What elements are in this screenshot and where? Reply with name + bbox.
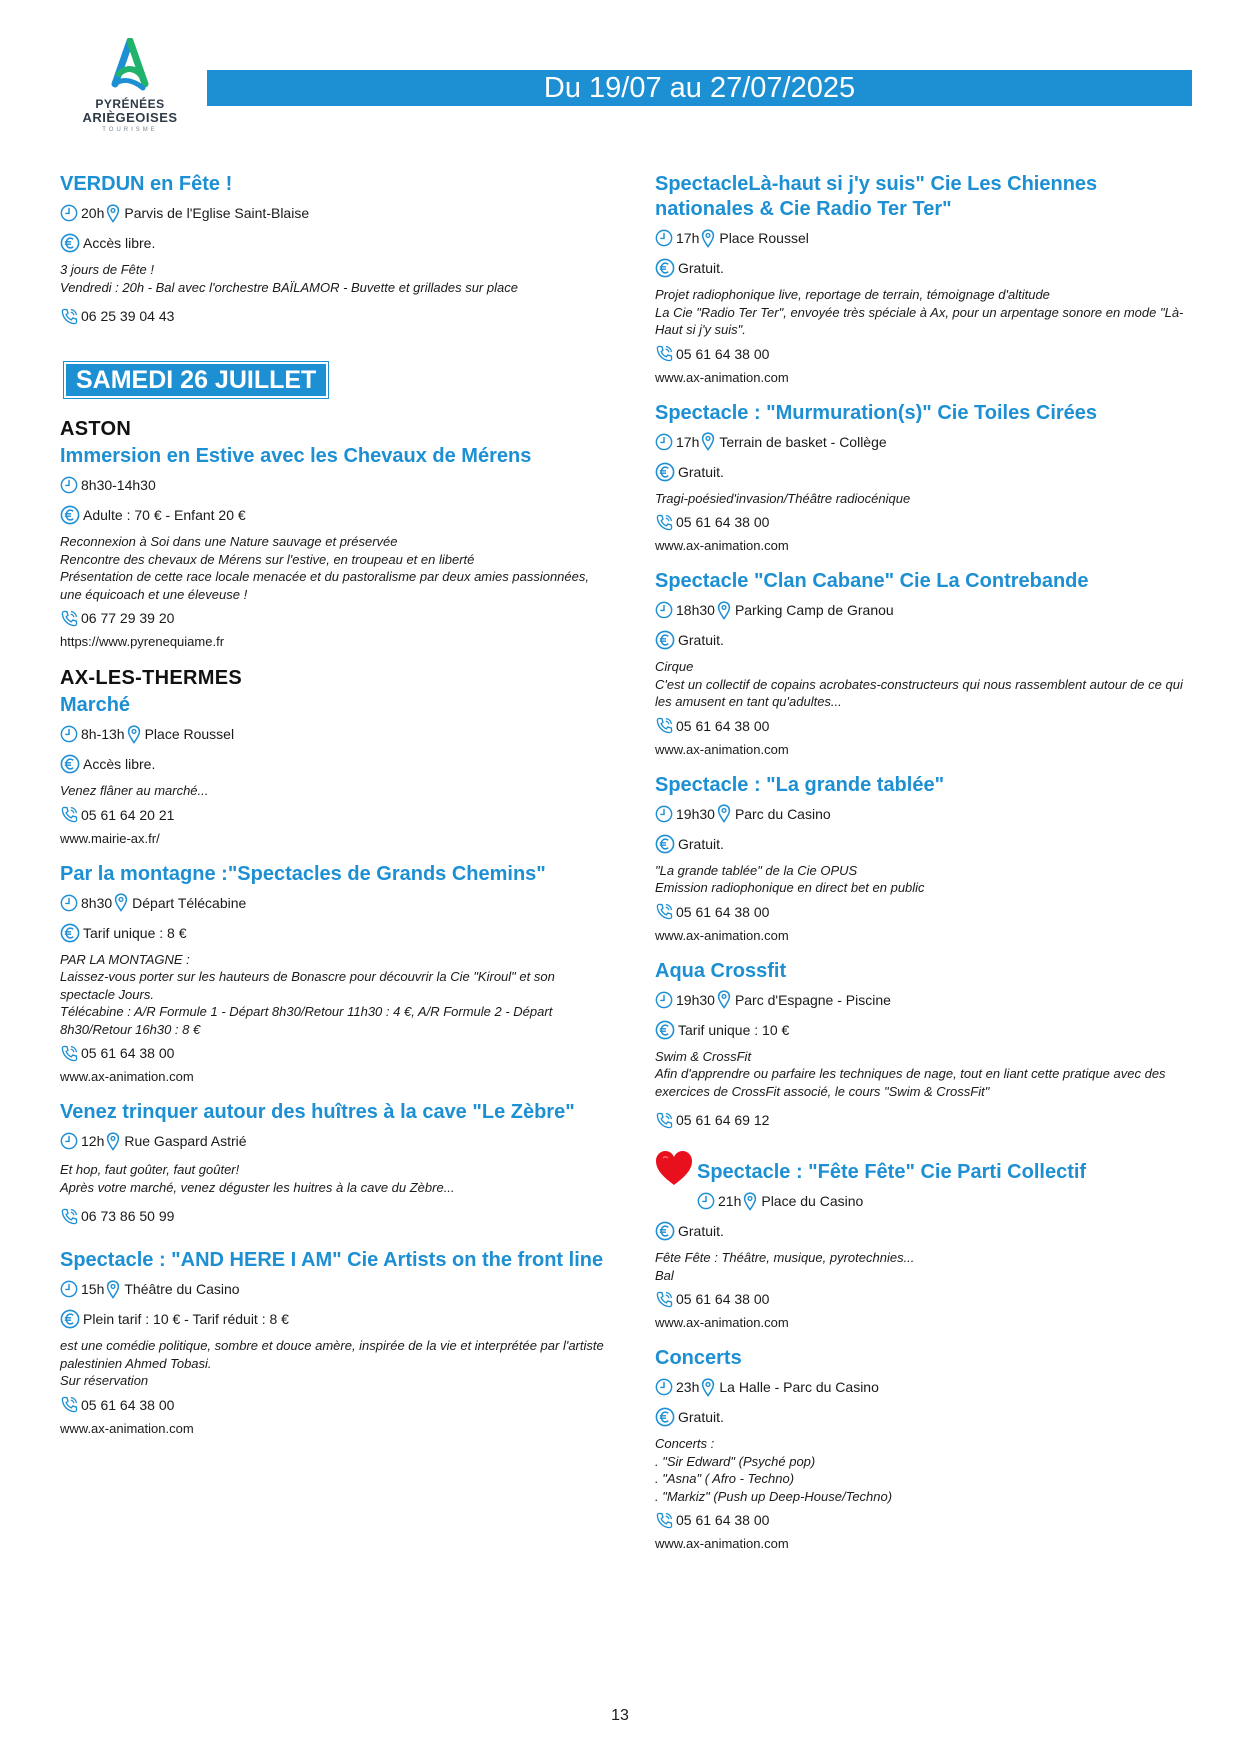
phone-icon bbox=[655, 716, 674, 735]
event-price-text: Tarif unique : 10 € bbox=[678, 1021, 790, 1038]
clock-icon bbox=[60, 204, 78, 222]
location-pin-icon bbox=[127, 725, 141, 744]
event-meta bbox=[60, 724, 605, 744]
desc-line: Après votre marché, venez déguster les huitres à la cave du Zèbre... bbox=[60, 1179, 455, 1195]
event-description bbox=[655, 1249, 1195, 1284]
heart-icon bbox=[653, 1148, 695, 1188]
desc-line: Concerts : bbox=[655, 1436, 715, 1451]
event-meta bbox=[655, 804, 1195, 824]
phone-number[interactable]: 05 61 64 38 00 bbox=[676, 1512, 770, 1528]
event-place: Parc d'Espagne - Piscine bbox=[734, 991, 891, 1008]
clock-icon bbox=[655, 1378, 673, 1396]
event-phone bbox=[655, 344, 1195, 364]
event-time: 19h30 bbox=[676, 991, 715, 1008]
event-aqua-crossfit bbox=[655, 959, 1195, 1131]
event-immersion bbox=[60, 444, 605, 651]
event-price bbox=[655, 834, 1195, 854]
clock-icon bbox=[60, 894, 78, 912]
event-price bbox=[60, 754, 605, 774]
event-price bbox=[655, 462, 1195, 482]
clock-icon bbox=[60, 476, 78, 494]
event-meta bbox=[60, 475, 605, 495]
event-fete-fete bbox=[655, 1148, 1195, 1332]
desc-line: Vendredi : 20h - Bal avec l'orchestre BAÏLAMOR - Buvette et grillades sur place bbox=[60, 279, 518, 295]
phone-number[interactable]: 06 73 86 50 99 bbox=[81, 1208, 175, 1224]
event-meta bbox=[60, 1279, 605, 1299]
location-pin-icon bbox=[106, 1132, 120, 1151]
desc-line: Laissez-vous porter sur les hauteurs de Bonascre pour découvrir la Cie "Kiroul" et son spectacle Jours. bbox=[60, 969, 555, 1002]
desc-line: . "Markiz" (Push up Deep-House/Techno) bbox=[655, 1488, 893, 1504]
location-pin-icon bbox=[114, 893, 128, 912]
event-website[interactable]: www.ax-animation.com bbox=[655, 1315, 789, 1330]
event-place: Théâtre du Casino bbox=[124, 1281, 240, 1297]
event-phone bbox=[60, 608, 605, 628]
event-description bbox=[655, 862, 1195, 897]
desc-line: Sur réservation bbox=[60, 1373, 149, 1388]
event-phone bbox=[60, 1395, 605, 1415]
event-title: VERDUN en Fête ! bbox=[60, 173, 233, 195]
event-price-text: Gratuit. bbox=[678, 835, 724, 852]
phone-number[interactable]: 05 61 64 20 21 bbox=[81, 806, 175, 823]
phone-icon bbox=[655, 902, 674, 921]
day-banner: SAMEDI 26 JUILLET bbox=[64, 362, 328, 398]
phone-icon bbox=[60, 805, 79, 824]
event-place: Parvis de l'Eglise Saint-Blaise bbox=[124, 205, 310, 221]
event-concerts bbox=[655, 1346, 1195, 1553]
event-murmuration bbox=[655, 401, 1195, 556]
euro-icon bbox=[655, 834, 675, 854]
logo-line-1: PYRÉNÉES bbox=[95, 97, 165, 111]
event-title: Spectacle : "Fête Fête" Cie Parti Collectif bbox=[697, 1161, 1087, 1183]
event-meta bbox=[697, 1191, 1195, 1211]
event-price bbox=[60, 1309, 605, 1329]
clock-icon bbox=[655, 805, 673, 823]
event-phone bbox=[655, 1510, 1195, 1530]
event-title: Spectacle "Clan Cabane" Cie La Contrebande bbox=[655, 570, 1089, 592]
clock-icon bbox=[60, 725, 78, 743]
event-time: 20h bbox=[81, 205, 105, 221]
event-meta bbox=[655, 990, 1195, 1010]
page-number: 13 bbox=[611, 1707, 629, 1724]
event-price bbox=[60, 233, 605, 253]
event-price-text: Accès libre. bbox=[83, 235, 156, 251]
location-pin-icon bbox=[106, 204, 120, 223]
location-pin-icon bbox=[717, 990, 731, 1009]
event-price bbox=[655, 1407, 1195, 1427]
desc-line: PAR LA MONTAGNE : bbox=[60, 951, 190, 967]
event-price-text: Plein tarif : 10 € - Tarif réduit : 8 € bbox=[83, 1311, 289, 1327]
phone-number[interactable]: 06 77 29 39 20 bbox=[81, 610, 175, 626]
event-huitres bbox=[60, 1100, 605, 1226]
desc-line: Fête Fête : Théâtre, musique, pyrotechnies... bbox=[655, 1250, 915, 1265]
euro-icon bbox=[655, 1020, 675, 1040]
phone-number[interactable]: 05 61 64 38 00 bbox=[81, 1396, 175, 1413]
desc-line: C'est un collectif de copains acrobates-constructeurs qui nous rassemblent autour de ce qui les amusent en tant qu'adultes... bbox=[655, 676, 1183, 709]
event-phone bbox=[655, 1289, 1195, 1309]
event-verdun bbox=[60, 172, 605, 326]
desc-line: Présentation de cette race locale menacée et du pastoralisme par deux amies passionnées, une équicoach et une éleveuse ! bbox=[60, 569, 589, 602]
phone-number[interactable]: 05 61 64 38 00 bbox=[81, 1045, 175, 1061]
desc-line: Emission radiophonique en direct bet en public bbox=[655, 880, 925, 895]
location-pin-icon bbox=[106, 1280, 120, 1299]
location-pin-icon bbox=[701, 1378, 715, 1397]
event-place: Parking Camp de Granou bbox=[734, 602, 894, 618]
desc-line: Cirque bbox=[655, 659, 694, 674]
desc-line: "La grande tablée" de la Cie OPUS bbox=[655, 862, 858, 878]
phone-icon bbox=[60, 1044, 79, 1063]
desc-line: Rencontre des chevaux de Mérens sur l'estive, en troupeau et en liberté bbox=[60, 551, 475, 567]
brand-logo bbox=[70, 38, 190, 135]
event-price-text: Adulte : 70 € - Enfant 20 € bbox=[83, 507, 246, 523]
event-title: SpectacleLà-haut si j'y suis" Cie Les Chiennes nationales & Cie Radio Ter Ter" bbox=[655, 173, 1098, 220]
phone-icon bbox=[655, 344, 674, 363]
event-place: Terrain de basket - Collège bbox=[719, 433, 887, 450]
phone-icon bbox=[60, 1207, 79, 1226]
event-title: Marché bbox=[60, 694, 131, 716]
phone-number[interactable]: 05 61 64 38 00 bbox=[676, 903, 770, 920]
event-website[interactable]: www.ax-animation.com bbox=[655, 369, 789, 385]
event-place: Rue Gaspard Astrié bbox=[124, 1133, 247, 1149]
event-description bbox=[655, 286, 1195, 339]
desc-line: Tragi-poésied'invasion/Théâtre radiocénique bbox=[655, 490, 911, 506]
phone-number[interactable]: 05 61 64 38 00 bbox=[676, 717, 770, 734]
event-phone bbox=[655, 902, 1195, 922]
phone-number[interactable]: 05 61 64 38 00 bbox=[676, 345, 770, 362]
desc-line: Reconnexion à Soi dans une Nature sauvage et préservée bbox=[60, 534, 398, 549]
event-montagne bbox=[60, 862, 605, 1087]
event-description bbox=[655, 1435, 1195, 1505]
event-website[interactable]: www.mairie-ax.fr/ bbox=[60, 830, 160, 846]
logo-line-3: TOURISME bbox=[102, 127, 158, 133]
clock-icon bbox=[655, 433, 673, 451]
event-phone bbox=[655, 716, 1195, 736]
town-heading: ASTON bbox=[60, 418, 132, 440]
phone-icon bbox=[655, 1111, 674, 1130]
event-website[interactable]: www.ax-animation.com bbox=[60, 1069, 194, 1084]
event-title: Immersion en Estive avec les Chevaux de Mérens bbox=[60, 445, 532, 467]
desc-line: . "Sir Edward" (Psyché pop) bbox=[655, 1453, 816, 1469]
phone-number[interactable]: 05 61 64 38 00 bbox=[676, 514, 770, 530]
location-pin-icon bbox=[743, 1192, 757, 1211]
event-time: 8h30-14h30 bbox=[81, 477, 156, 493]
event-place: Parc du Casino bbox=[734, 805, 831, 822]
event-meta bbox=[655, 1377, 1195, 1397]
phone-number[interactable]: 05 61 64 38 00 bbox=[676, 1291, 770, 1307]
event-price-text: Gratuit. bbox=[678, 463, 724, 480]
euro-icon bbox=[60, 233, 80, 253]
event-price bbox=[655, 258, 1195, 278]
event-title: Aqua Crossfit bbox=[655, 959, 787, 982]
clock-icon bbox=[655, 229, 673, 247]
location-pin-icon bbox=[701, 229, 715, 248]
clock-icon bbox=[60, 1280, 78, 1298]
event-phone bbox=[60, 306, 605, 326]
event-place: Place Roussel bbox=[719, 230, 809, 246]
left-column bbox=[60, 172, 605, 1452]
event-time: 17h bbox=[676, 433, 700, 450]
phone-number[interactable]: 06 25 39 04 43 bbox=[81, 308, 175, 324]
desc-line: Afin d'apprendre ou parfaire les techniques de nage, tout en liant cette pratique avec des exercices de CrossFit associé, le cours "Swim & CrossFit" bbox=[655, 1066, 1166, 1099]
location-pin-icon bbox=[717, 601, 731, 620]
phone-icon bbox=[60, 1395, 79, 1414]
event-meta bbox=[60, 893, 605, 913]
euro-icon bbox=[655, 1407, 675, 1427]
event-time: 12h bbox=[81, 1133, 105, 1149]
featured-heading-body bbox=[697, 1148, 1195, 1221]
euro-icon bbox=[60, 923, 80, 943]
event-description bbox=[60, 782, 605, 800]
event-place: Place Roussel bbox=[144, 726, 235, 742]
event-meta bbox=[655, 432, 1195, 452]
event-phone bbox=[60, 805, 605, 825]
event-price-text: Gratuit. bbox=[678, 1223, 724, 1239]
event-price bbox=[655, 1020, 1195, 1040]
event-website[interactable]: www.ax-animation.com bbox=[655, 1536, 789, 1551]
clock-icon bbox=[655, 991, 673, 1009]
event-price bbox=[655, 1221, 1195, 1241]
event-title: Par la montagne :"Spectacles de Grands Chemins" bbox=[60, 862, 546, 885]
desc-line: Projet radiophonique live, reportage de terrain, témoignage d'altitude bbox=[655, 287, 1050, 302]
euro-icon bbox=[655, 462, 675, 482]
event-clan-cabane bbox=[655, 569, 1195, 759]
euro-icon bbox=[60, 505, 80, 525]
event-meta bbox=[655, 228, 1195, 248]
event-time: 15h bbox=[81, 1281, 105, 1297]
euro-icon bbox=[655, 1221, 675, 1241]
euro-icon bbox=[655, 258, 675, 278]
event-price-text: Gratuit. bbox=[678, 632, 724, 648]
event-time: 19h30 bbox=[676, 805, 715, 822]
desc-line: est une comédie politique, sombre et douce amère, inspirée de la vie et interprétée par l'artiste palestinien Ahmed Tobasi. bbox=[60, 1338, 604, 1371]
euro-icon bbox=[655, 630, 675, 650]
event-marche bbox=[60, 693, 605, 848]
location-pin-icon bbox=[717, 804, 731, 823]
event-meta bbox=[60, 203, 605, 223]
event-phone bbox=[655, 512, 1195, 532]
euro-icon bbox=[60, 754, 80, 774]
clock-icon bbox=[697, 1192, 715, 1210]
event-phone bbox=[60, 1206, 605, 1226]
town-heading: AX-LES-THERMES bbox=[60, 667, 242, 689]
event-website[interactable]: www.ax-animation.com bbox=[655, 927, 789, 943]
event-time: 21h bbox=[718, 1193, 742, 1209]
event-website[interactable]: https://www.pyrenequiame.fr bbox=[60, 634, 225, 649]
event-website[interactable]: www.ax-animation.com bbox=[60, 1420, 194, 1436]
event-time: 8h30 bbox=[81, 894, 113, 911]
event-meta bbox=[655, 600, 1195, 620]
event-title: Spectacle : "La grande tablée" bbox=[655, 773, 945, 796]
event-place: Départ Télécabine bbox=[132, 894, 247, 911]
location-pin-icon bbox=[701, 432, 715, 451]
event-place: Place du Casino bbox=[761, 1193, 864, 1209]
event-title: Concerts bbox=[655, 1347, 742, 1369]
logo-line-2: ARIÈGEOISES bbox=[82, 110, 178, 125]
phone-icon bbox=[655, 1290, 674, 1309]
event-time: 18h30 bbox=[676, 602, 715, 618]
featured-heading bbox=[655, 1148, 1195, 1221]
desc-line: . "Asna" ( Afro - Techno) bbox=[655, 1471, 795, 1486]
event-price bbox=[655, 630, 1195, 650]
event-here-i-am bbox=[60, 1248, 605, 1438]
event-title: Spectacle : "Murmuration(s)" Cie Toiles Cirées bbox=[655, 401, 1098, 424]
desc-line: Et hop, faut goûter, faut goûter! bbox=[60, 1162, 240, 1177]
event-time: 17h bbox=[676, 230, 700, 246]
desc-line: 3 jours de Fête ! bbox=[60, 262, 154, 277]
desc-line: Bal bbox=[655, 1267, 674, 1283]
phone-number[interactable]: 05 61 64 69 12 bbox=[676, 1112, 770, 1128]
event-phone bbox=[655, 1110, 1195, 1130]
event-price bbox=[60, 505, 605, 525]
event-description bbox=[60, 1161, 605, 1196]
phone-icon bbox=[60, 609, 79, 628]
event-price bbox=[60, 923, 605, 943]
euro-icon bbox=[60, 1309, 80, 1329]
event-description bbox=[655, 658, 1195, 711]
event-la-haut bbox=[655, 172, 1195, 387]
clock-icon bbox=[60, 1132, 78, 1150]
desc-line: Swim & CrossFit bbox=[655, 1048, 752, 1064]
event-phone bbox=[60, 1043, 605, 1063]
event-time: 23h bbox=[676, 1379, 700, 1395]
event-title: Venez trinquer autour des huîtres à la cave "Le Zèbre" bbox=[60, 1101, 575, 1123]
date-range-header: Du 19/07 au 27/07/2025 bbox=[207, 70, 1192, 106]
event-description bbox=[60, 261, 605, 296]
event-price-text: Tarif unique : 8 € bbox=[83, 924, 187, 941]
logo-a-icon bbox=[107, 38, 153, 94]
desc-line: Venez flâner au marché... bbox=[60, 783, 209, 798]
event-description bbox=[60, 1337, 605, 1390]
event-meta bbox=[60, 1131, 605, 1151]
event-website[interactable]: www.ax-animation.com bbox=[655, 741, 789, 757]
event-description bbox=[60, 951, 605, 1039]
event-price-text: Gratuit. bbox=[678, 260, 724, 276]
clock-icon bbox=[655, 601, 673, 619]
event-description bbox=[655, 1048, 1195, 1101]
desc-line: La Cie "Radio Ter Ter", envoyée très spéciale à Ax, pour un arpentage sonore en mode "Là-Haut si j'y suis". bbox=[655, 304, 1184, 337]
desc-line: Télécabine : A/R Formule 1 - Départ 8h30/Retour 11h30 : 4 €, A/R Formule 2 - Départ 8h30/Retour 16h30 : 8 € bbox=[60, 1004, 553, 1037]
event-description bbox=[60, 533, 605, 603]
event-price-text: Accès libre. bbox=[83, 756, 156, 772]
phone-icon bbox=[655, 1511, 674, 1530]
event-description bbox=[655, 490, 1195, 508]
event-website[interactable]: www.ax-animation.com bbox=[655, 538, 789, 553]
event-price-text: Gratuit. bbox=[678, 1409, 724, 1425]
right-column bbox=[655, 172, 1195, 1567]
event-grande-tablee bbox=[655, 773, 1195, 945]
event-title: Spectacle : "AND HERE I AM" Cie Artists on the front line bbox=[60, 1249, 604, 1271]
phone-icon bbox=[655, 513, 674, 532]
event-place: La Halle - Parc du Casino bbox=[719, 1379, 879, 1395]
phone-icon bbox=[60, 307, 79, 326]
event-time: 8h-13h bbox=[81, 726, 125, 742]
